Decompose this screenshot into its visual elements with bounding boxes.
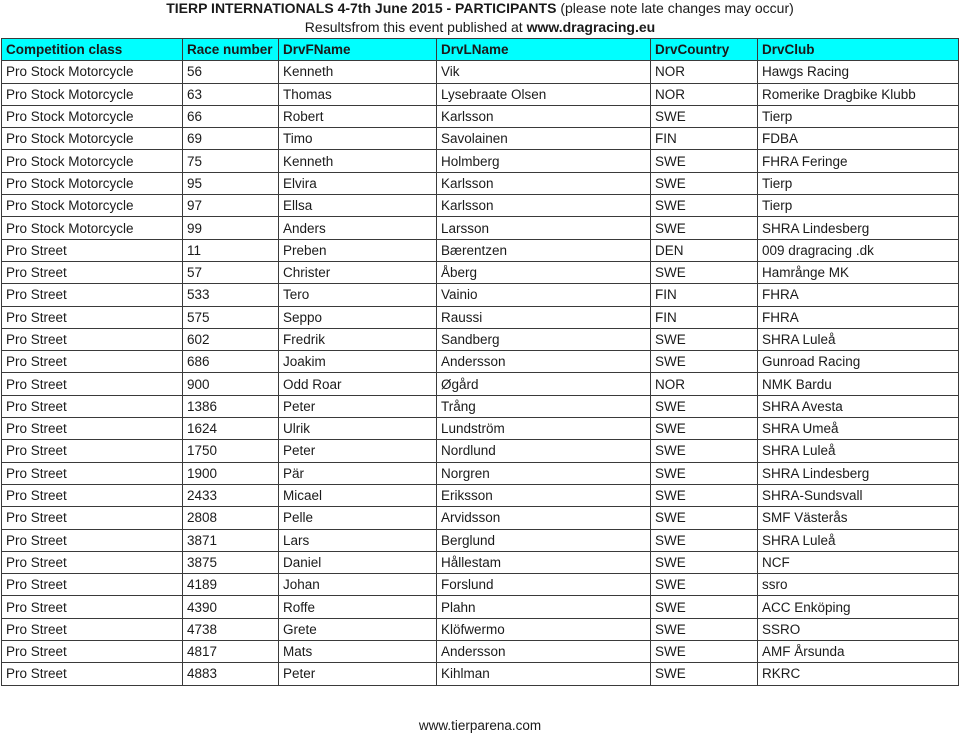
first-name-cell: Joakim: [279, 351, 437, 373]
club-cell: SHRA Luleå: [758, 328, 959, 350]
club-cell: FHRA: [758, 284, 959, 306]
country-cell: SWE: [651, 328, 758, 350]
race-number-cell: 95: [183, 172, 279, 194]
first-name-cell: Peter: [279, 663, 437, 685]
results-site-link[interactable]: www.dragracing.eu: [526, 19, 656, 35]
race-number-cell: 4817: [183, 641, 279, 663]
column-header-drv-club: DrvClub: [758, 39, 959, 61]
country-cell: SWE: [651, 172, 758, 194]
last-name-cell: Norgren: [437, 462, 651, 484]
club-cell: SHRA Lindesberg: [758, 462, 959, 484]
table-row: [2, 239, 959, 261]
footer-site[interactable]: www.tierparena.com: [418, 718, 542, 733]
competition-class-cell: Pro Stock Motorcycle: [2, 61, 183, 83]
first-name-cell: Fredrik: [279, 328, 437, 350]
competition-class-cell: Pro Street: [2, 261, 183, 283]
competition-class-cell: Pro Stock Motorcycle: [2, 128, 183, 150]
club-cell: SHRA Umeå: [758, 418, 959, 440]
country-cell: SWE: [651, 663, 758, 685]
race-number-cell: 602: [183, 328, 279, 350]
title-text: TIERP INTERNATIONALS 4-7th June 2015 - PARTICIPANTS: [166, 0, 557, 16]
competition-class-cell: Pro Street: [2, 551, 183, 573]
race-number-cell: 4189: [183, 574, 279, 596]
last-name-cell: Åberg: [437, 261, 651, 283]
competition-class-cell: Pro Street: [2, 596, 183, 618]
table-row: [2, 61, 959, 83]
club-cell: SHRA Avesta: [758, 395, 959, 417]
last-name-cell: Holmberg: [437, 150, 651, 172]
race-number-cell: 66: [183, 105, 279, 127]
competition-class-cell: Pro Stock Motorcycle: [2, 172, 183, 194]
table-row: [2, 529, 959, 551]
table-row: [2, 373, 959, 395]
competition-class-cell: Pro Street: [2, 351, 183, 373]
country-cell: DEN: [651, 239, 758, 261]
competition-class-cell: Pro Street: [2, 328, 183, 350]
competition-class-cell: Pro Street: [2, 373, 183, 395]
last-name-cell: Berglund: [437, 529, 651, 551]
table-row: [2, 284, 959, 306]
club-cell: ssro: [758, 574, 959, 596]
race-number-cell: 4390: [183, 596, 279, 618]
table-row: [2, 328, 959, 350]
last-name-cell: Karlsson: [437, 195, 651, 217]
competition-class-cell: Pro Street: [2, 574, 183, 596]
competition-class-cell: Pro Street: [2, 529, 183, 551]
competition-class-cell: Pro Street: [2, 484, 183, 506]
club-cell: Romerike Dragbike Klubb: [758, 83, 959, 105]
table-row: [2, 83, 959, 105]
race-number-cell: 900: [183, 373, 279, 395]
race-number-cell: 1624: [183, 418, 279, 440]
table-row: [2, 128, 959, 150]
last-name-cell: Bærentzen: [437, 239, 651, 261]
last-name-cell: Klöfwermo: [437, 618, 651, 640]
country-cell: SWE: [651, 484, 758, 506]
table-row: [2, 484, 959, 506]
table-row: [2, 418, 959, 440]
club-cell: SSRO: [758, 618, 959, 640]
race-number-cell: 99: [183, 217, 279, 239]
competition-class-cell: Pro Street: [2, 507, 183, 529]
club-cell: AMF Årsunda: [758, 641, 959, 663]
country-cell: SWE: [651, 574, 758, 596]
race-number-cell: 1386: [183, 395, 279, 417]
competition-class-cell: Pro Street: [2, 306, 183, 328]
competition-class-cell: Pro Street: [2, 663, 183, 685]
club-cell: SHRA Luleå: [758, 529, 959, 551]
last-name-cell: Larsson: [437, 217, 651, 239]
country-cell: SWE: [651, 217, 758, 239]
table-row: [2, 574, 959, 596]
last-name-cell: Hållestam: [437, 551, 651, 573]
club-cell: SMF Västerås: [758, 507, 959, 529]
club-cell: FHRA Feringe: [758, 150, 959, 172]
race-number-cell: 57: [183, 261, 279, 283]
race-number-cell: 75: [183, 150, 279, 172]
last-name-cell: Nordlund: [437, 440, 651, 462]
race-number-cell: 3871: [183, 529, 279, 551]
club-cell: FDBA: [758, 128, 959, 150]
race-number-cell: 4883: [183, 663, 279, 685]
last-name-cell: Eriksson: [437, 484, 651, 506]
country-cell: SWE: [651, 261, 758, 283]
last-name-cell: Plahn: [437, 596, 651, 618]
column-header-drv-country: DrvCountry: [651, 39, 758, 61]
country-cell: SWE: [651, 507, 758, 529]
first-name-cell: Johan: [279, 574, 437, 596]
first-name-cell: Micael: [279, 484, 437, 506]
club-cell: SHRA Lindesberg: [758, 217, 959, 239]
title-note: (please note late changes may occur): [560, 0, 794, 16]
club-cell: ACC Enköping: [758, 596, 959, 618]
table-row: [2, 150, 959, 172]
club-cell: Hamrånge MK: [758, 261, 959, 283]
country-cell: SWE: [651, 618, 758, 640]
country-cell: SWE: [651, 395, 758, 417]
table-row: [2, 641, 959, 663]
club-cell: NCF: [758, 551, 959, 573]
first-name-cell: Pelle: [279, 507, 437, 529]
first-name-cell: Timo: [279, 128, 437, 150]
first-name-cell: Mats: [279, 641, 437, 663]
club-cell: NMK Bardu: [758, 373, 959, 395]
last-name-cell: Vainio: [437, 284, 651, 306]
competition-class-cell: Pro Street: [2, 239, 183, 261]
country-cell: SWE: [651, 195, 758, 217]
last-name-cell: Karlsson: [437, 105, 651, 127]
table-row: [2, 395, 959, 417]
column-header-drv-lname: DrvLName: [437, 39, 651, 61]
race-number-cell: 2433: [183, 484, 279, 506]
race-number-cell: 2808: [183, 507, 279, 529]
last-name-cell: Sandberg: [437, 328, 651, 350]
first-name-cell: Odd Roar: [279, 373, 437, 395]
table-row: [2, 105, 959, 127]
table-row: [2, 551, 959, 573]
column-header-race-number: Race number: [183, 39, 279, 61]
race-number-cell: 69: [183, 128, 279, 150]
table-row: [2, 261, 959, 283]
club-cell: SHRA Luleå: [758, 440, 959, 462]
country-cell: NOR: [651, 373, 758, 395]
first-name-cell: Ellsa: [279, 195, 437, 217]
first-name-cell: Kenneth: [279, 150, 437, 172]
table-row: [2, 507, 959, 529]
table-row: [2, 172, 959, 194]
last-name-cell: Vik: [437, 61, 651, 83]
table-row: [2, 462, 959, 484]
club-cell: Tierp: [758, 172, 959, 194]
country-cell: SWE: [651, 596, 758, 618]
table-row: [2, 596, 959, 618]
race-number-cell: 1900: [183, 462, 279, 484]
last-name-cell: Forslund: [437, 574, 651, 596]
competition-class-cell: Pro Stock Motorcycle: [2, 217, 183, 239]
competition-class-cell: Pro Street: [2, 641, 183, 663]
club-cell: FHRA: [758, 306, 959, 328]
last-name-cell: Karlsson: [437, 172, 651, 194]
first-name-cell: Peter: [279, 395, 437, 417]
first-name-cell: Kenneth: [279, 61, 437, 83]
last-name-cell: Andersson: [437, 641, 651, 663]
country-cell: SWE: [651, 351, 758, 373]
country-cell: SWE: [651, 440, 758, 462]
country-cell: SWE: [651, 150, 758, 172]
club-cell: Hawgs Racing: [758, 61, 959, 83]
club-cell: SHRA-Sundsvall: [758, 484, 959, 506]
last-name-cell: Andersson: [437, 351, 651, 373]
race-number-cell: 575: [183, 306, 279, 328]
country-cell: NOR: [651, 83, 758, 105]
last-name-cell: Lysebraate Olsen: [437, 83, 651, 105]
first-name-cell: Daniel: [279, 551, 437, 573]
club-cell: Tierp: [758, 195, 959, 217]
country-cell: SWE: [651, 641, 758, 663]
race-number-cell: 11: [183, 239, 279, 261]
table-row: [2, 217, 959, 239]
first-name-cell: Thomas: [279, 83, 437, 105]
last-name-cell: Savolainen: [437, 128, 651, 150]
competition-class-cell: Pro Stock Motorcycle: [2, 105, 183, 127]
last-name-cell: Trång: [437, 395, 651, 417]
first-name-cell: Grete: [279, 618, 437, 640]
competition-class-cell: Pro Street: [2, 284, 183, 306]
table-row: [2, 351, 959, 373]
first-name-cell: Anders: [279, 217, 437, 239]
table-row: [2, 306, 959, 328]
competition-class-cell: Pro Street: [2, 462, 183, 484]
country-cell: SWE: [651, 418, 758, 440]
race-number-cell: 3875: [183, 551, 279, 573]
first-name-cell: Pär: [279, 462, 437, 484]
first-name-cell: Seppo: [279, 306, 437, 328]
table-row: [2, 663, 959, 685]
first-name-cell: Tero: [279, 284, 437, 306]
competition-class-cell: Pro Street: [2, 618, 183, 640]
first-name-cell: Lars: [279, 529, 437, 551]
race-number-cell: 686: [183, 351, 279, 373]
first-name-cell: Christer: [279, 261, 437, 283]
country-cell: SWE: [651, 462, 758, 484]
club-cell: Gunroad Racing: [758, 351, 959, 373]
race-number-cell: 97: [183, 195, 279, 217]
first-name-cell: Elvira: [279, 172, 437, 194]
competition-class-cell: Pro Street: [2, 418, 183, 440]
document-title: [0, 0, 960, 16]
country-cell: FIN: [651, 128, 758, 150]
country-cell: FIN: [651, 306, 758, 328]
competition-class-cell: Pro Street: [2, 440, 183, 462]
last-name-cell: Lundström: [437, 418, 651, 440]
club-cell: Tierp: [758, 105, 959, 127]
first-name-cell: Robert: [279, 105, 437, 127]
competition-class-cell: Pro Stock Motorcycle: [2, 150, 183, 172]
table-body: [2, 61, 959, 685]
first-name-cell: Peter: [279, 440, 437, 462]
race-number-cell: 4738: [183, 618, 279, 640]
competition-class-cell: Pro Stock Motorcycle: [2, 195, 183, 217]
competition-class-cell: Pro Street: [2, 395, 183, 417]
club-cell: 009 dragracing .dk: [758, 239, 959, 261]
last-name-cell: Arvidsson: [437, 507, 651, 529]
country-cell: SWE: [651, 105, 758, 127]
last-name-cell: Kihlman: [437, 663, 651, 685]
club-cell: RKRC: [758, 663, 959, 685]
last-name-cell: Øgård: [437, 373, 651, 395]
last-name-cell: Raussi: [437, 306, 651, 328]
country-cell: FIN: [651, 284, 758, 306]
competition-class-cell: Pro Stock Motorcycle: [2, 83, 183, 105]
column-header-competition-class: Competition class: [2, 39, 183, 61]
table-row: [2, 440, 959, 462]
country-cell: SWE: [651, 529, 758, 551]
first-name-cell: Roffe: [279, 596, 437, 618]
table-header-row: [2, 39, 959, 61]
table-row: [2, 618, 959, 640]
document-subtitle: [0, 19, 960, 35]
table-row: [2, 195, 959, 217]
country-cell: NOR: [651, 61, 758, 83]
first-name-cell: Preben: [279, 239, 437, 261]
first-name-cell: Ulrik: [279, 418, 437, 440]
race-number-cell: 56: [183, 61, 279, 83]
subtitle-text: Resultsfrom this event published at: [304, 19, 527, 35]
column-header-drv-fname: DrvFName: [279, 39, 437, 61]
participants-table: [1, 38, 959, 686]
race-number-cell: 63: [183, 83, 279, 105]
race-number-cell: 1750: [183, 440, 279, 462]
race-number-cell: 533: [183, 284, 279, 306]
country-cell: SWE: [651, 551, 758, 573]
